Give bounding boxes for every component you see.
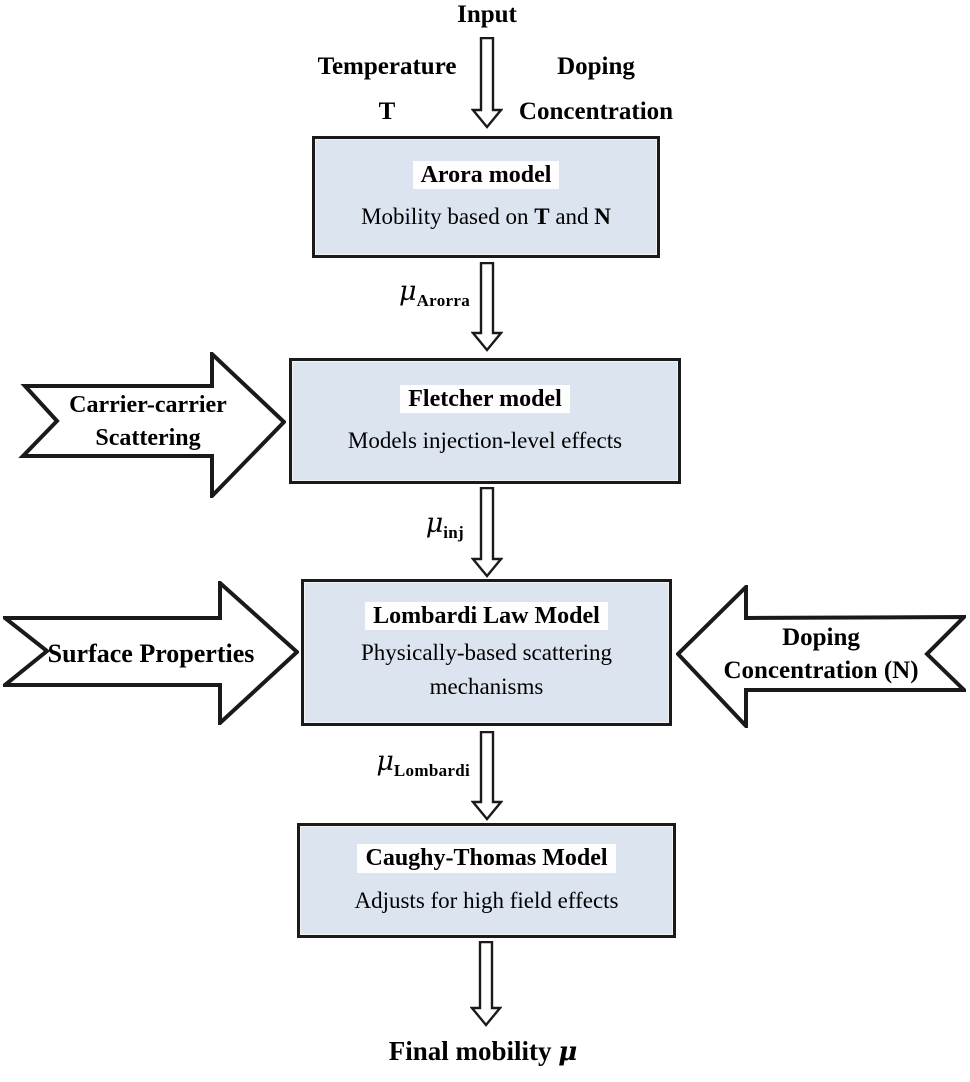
- caughy-thomas-model-box: [297, 823, 676, 938]
- lombardi-box-title: Lombardi Law Model: [365, 602, 608, 630]
- final-mobility-label: [0, 1036, 966, 1067]
- mu-inj-symbol: μ: [425, 508, 444, 539]
- fletcher-to-lombardi-arrow-icon: [471, 487, 503, 578]
- mu-inj-subscript: inj: [443, 523, 464, 542]
- arora-box-description: [361, 200, 611, 233]
- arora-desc-mid: and: [549, 204, 595, 230]
- mu-inj-label: [426, 508, 464, 543]
- caughy-to-output-arrow-icon: [470, 941, 502, 1027]
- mu-arora-label: [399, 276, 470, 311]
- lombardi-desc-line1: Physically-based scattering: [360, 640, 612, 666]
- fletcher-box-title: Fletcher model: [400, 385, 570, 413]
- doping-input-line1: Doping: [557, 53, 635, 80]
- arora-desc-N: N: [594, 204, 611, 230]
- temperature-line1: Temperature: [317, 53, 457, 80]
- surface-properties-line1: Surface Properties: [47, 639, 255, 668]
- arora-model-box: [312, 136, 660, 258]
- carrier-scattering-label: [28, 389, 268, 455]
- mu-lombardi-symbol: μ: [376, 746, 394, 777]
- mu-lombardi-label: [376, 746, 470, 781]
- mu-arora-subscript: Arorra: [416, 291, 470, 310]
- lombardi-to-caughy-arrow-icon: [471, 731, 503, 821]
- mu-arora-symbol: μ: [399, 276, 417, 307]
- final-mobility-text: Final mobility: [388, 1036, 559, 1066]
- mu-lombardi-subscript: Lombardi: [393, 761, 470, 780]
- lombardi-desc-line2: mechanisms: [429, 673, 544, 699]
- fletcher-model-box: [289, 358, 681, 484]
- arora-box-title: Arora model: [413, 161, 560, 189]
- caughy-box-title: Caughy-Thomas Model: [357, 844, 615, 872]
- temperature-label: [287, 44, 487, 134]
- doping-input-label: [496, 44, 696, 134]
- temperature-line2: T: [378, 98, 396, 125]
- doping-input-line2: Concentration: [518, 98, 674, 125]
- carrier-scattering-line2: Scattering: [95, 425, 201, 451]
- caughy-box-description: Adjusts for high field effects: [354, 887, 619, 913]
- doping-concentration-line2: Concentration (N): [723, 657, 919, 684]
- doping-concentration-label: [696, 621, 946, 687]
- input-title: Input: [457, 1, 517, 28]
- arora-desc-prefix: Mobility based on: [361, 204, 535, 230]
- arora-to-fletcher-arrow-icon: [471, 262, 503, 352]
- lombardi-box-description: [361, 636, 612, 703]
- lombardi-model-box: [301, 579, 672, 726]
- arora-desc-T: T: [534, 204, 550, 230]
- input-down-arrow-icon: [471, 37, 503, 129]
- carrier-scattering-line1: Carrier-carrier: [69, 392, 227, 418]
- surface-properties-label: [13, 637, 289, 670]
- doping-concentration-line1: Doping: [782, 624, 860, 651]
- final-mobility-symbol: μ: [558, 1037, 578, 1067]
- fletcher-box-description: Models injection-level effects: [347, 428, 623, 454]
